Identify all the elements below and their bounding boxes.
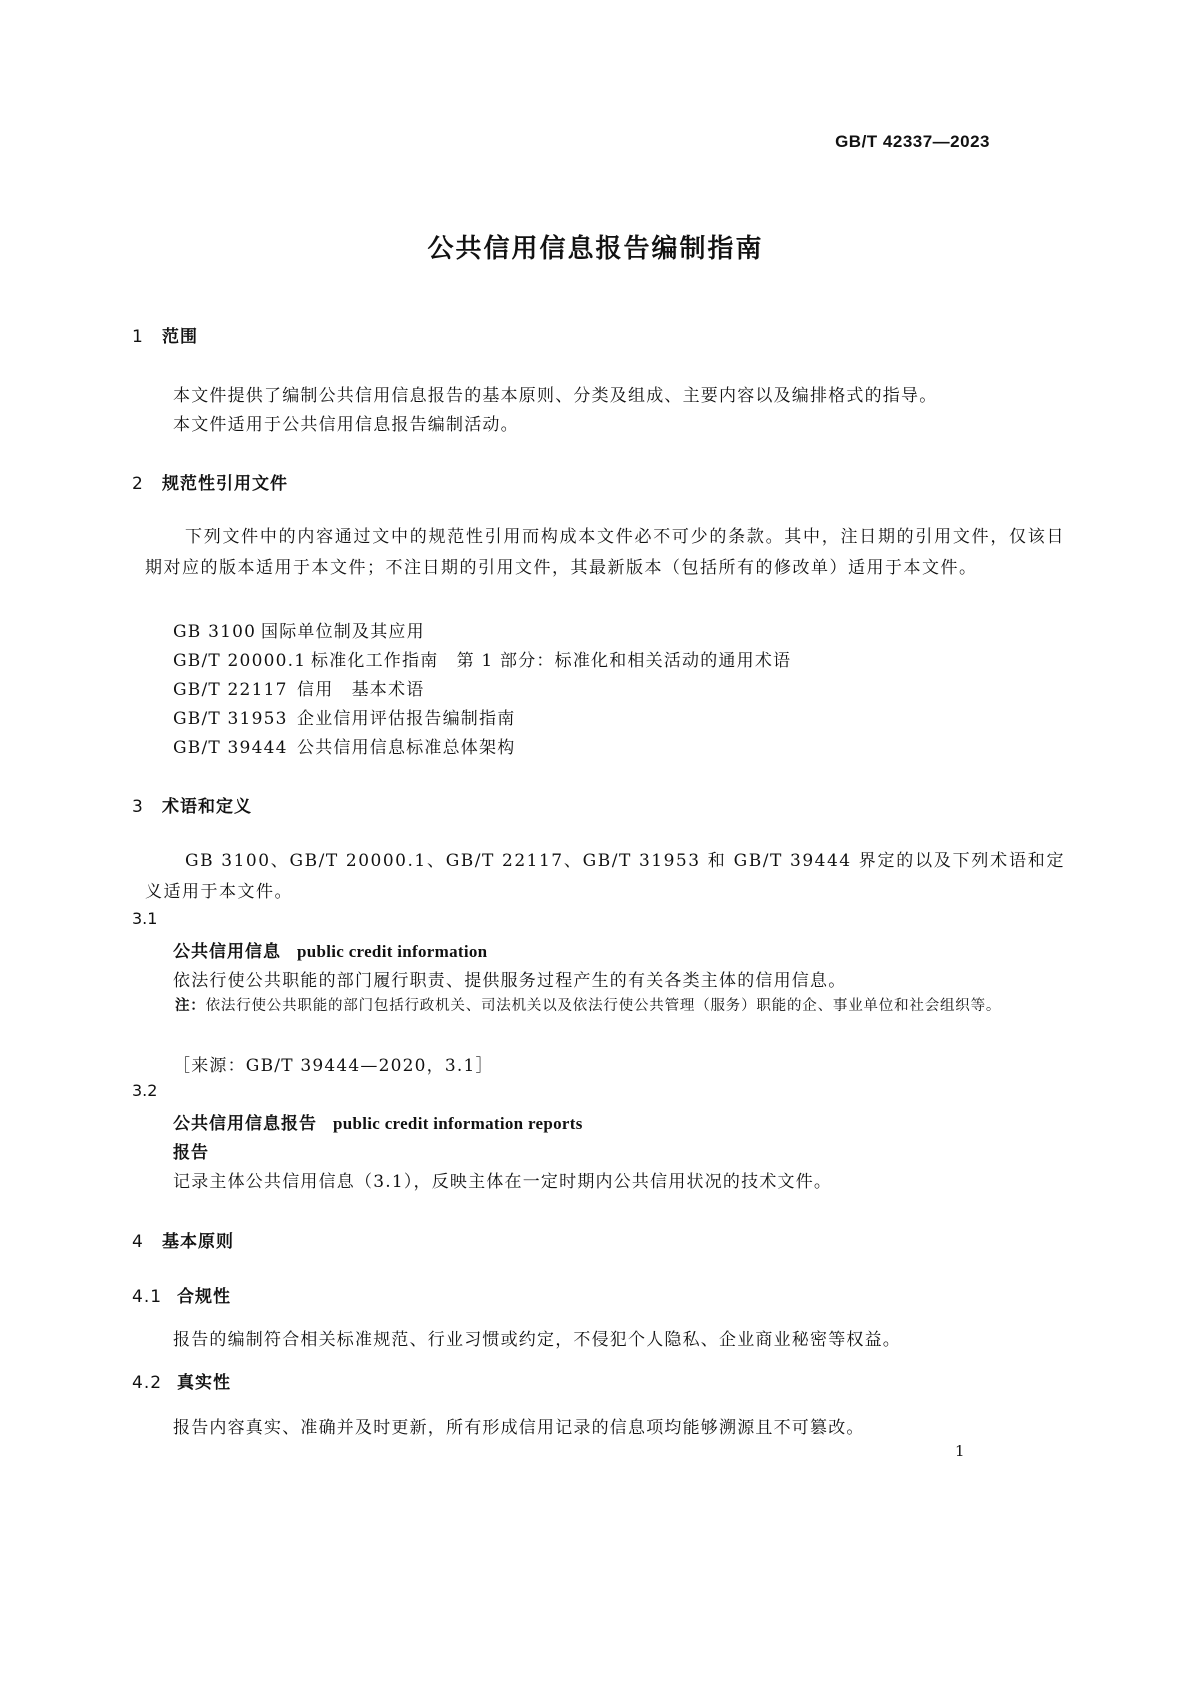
subsection-title: 合规性	[177, 1287, 231, 1307]
reference-item	[173, 646, 791, 671]
section-number: 4	[132, 1232, 144, 1252]
section-3-heading	[132, 792, 252, 817]
paragraph: 报告的编制符合相关标准规范、行业习惯或约定，不侵犯个人隐私、企业商业秘密等权益。	[173, 1330, 901, 1350]
reference-title: 国际单位制及其应用	[261, 622, 425, 642]
section-title: 基本原则	[162, 1232, 234, 1252]
paragraph: GB 3100、GB/T 20000.1、GB/T 22117、GB/T 31953 和 GB/T 39444 界定的以及下列术语和定义适用于本文件。	[145, 851, 1065, 902]
reference-item	[173, 733, 515, 758]
reference-item	[173, 675, 424, 700]
page-number: 1	[955, 1442, 965, 1460]
source: ［来源：GB/T 39444—2020，3.1］	[173, 1056, 494, 1076]
note-text: 依法行使公共职能的部门包括行政机关、司法机关以及依法行使公共管理（服务）职能的企、事业单位和社会组织等。	[205, 998, 1002, 1014]
alternative-term: 报告	[173, 1143, 209, 1163]
subsection-title: 真实性	[177, 1373, 231, 1393]
reference-item	[173, 617, 425, 642]
term-3-2	[173, 1109, 583, 1134]
subsection-number: 4.2	[132, 1373, 163, 1393]
paragraph: 本文件适用于公共信用信息报告编制活动。	[173, 415, 519, 435]
section-title: 术语和定义	[162, 797, 252, 817]
clause-number: 3.2	[132, 1081, 158, 1100]
reference-title: 企业信用评估报告编制指南	[297, 709, 516, 729]
section-title: 规范性引用文件	[162, 474, 288, 494]
subsection-4-2-heading	[132, 1368, 231, 1393]
section-number: 3	[132, 797, 144, 817]
section-1-heading	[132, 322, 198, 347]
reference-title: 信用 基本术语	[297, 680, 425, 700]
term-zh: 公共信用信息报告	[173, 1114, 317, 1134]
section-2-heading	[132, 469, 288, 494]
reference-code: GB/T 22117	[173, 680, 288, 700]
section-4-heading	[132, 1227, 234, 1252]
term-zh: 公共信用信息	[173, 942, 281, 962]
reference-code: GB 3100	[173, 622, 257, 642]
section-number: 2	[132, 474, 144, 494]
paragraph: 下列文件中的内容通过文中的规范性引用而构成本文件必不可少的条款。其中，注日期的引用文件，仅该日期对应的版本适用于本文件；不注日期的引用文件，其最新版本（包括所有的修改单）适用于本文件。	[145, 527, 1065, 578]
reference-code: GB/T 39444	[173, 738, 288, 758]
subsection-number: 4.1	[132, 1287, 163, 1307]
reference-code: GB/T 20000.1	[173, 651, 307, 671]
section-title: 范围	[162, 327, 198, 347]
reference-title: 公共信用信息标准总体架构	[297, 738, 516, 758]
reference-code: GB/T 31953	[173, 709, 288, 729]
reference-item	[173, 704, 515, 729]
note	[145, 994, 1065, 1018]
term-en: public credit information reports	[333, 1114, 583, 1133]
note-label: 注：	[175, 998, 206, 1014]
reference-title: 标准化工作指南 第 1 部分：标准化和相关活动的通用术语	[311, 651, 792, 671]
definition: 依法行使公共职能的部门履行职责、提供服务过程产生的有关各类主体的信用信息。	[173, 971, 847, 991]
subsection-4-1-heading	[132, 1282, 231, 1307]
standard-number: GB/T 42337—2023	[835, 132, 990, 151]
document-title: 公共信用信息报告编制指南	[427, 234, 764, 264]
paragraph: 报告内容真实、准确并及时更新，所有形成信用记录的信息项均能够溯源且不可篡改。	[173, 1418, 865, 1438]
clause-number: 3.1	[132, 909, 158, 928]
term-en: public credit information	[297, 942, 488, 961]
section-number: 1	[132, 327, 144, 347]
paragraph: 本文件提供了编制公共信用信息报告的基本原则、分类及组成、主要内容以及编排格式的指导。	[173, 386, 938, 406]
term-3-1	[173, 937, 487, 962]
definition: 记录主体公共信用信息（3.1），反映主体在一定时期内公共信用状况的技术文件。	[173, 1172, 833, 1192]
